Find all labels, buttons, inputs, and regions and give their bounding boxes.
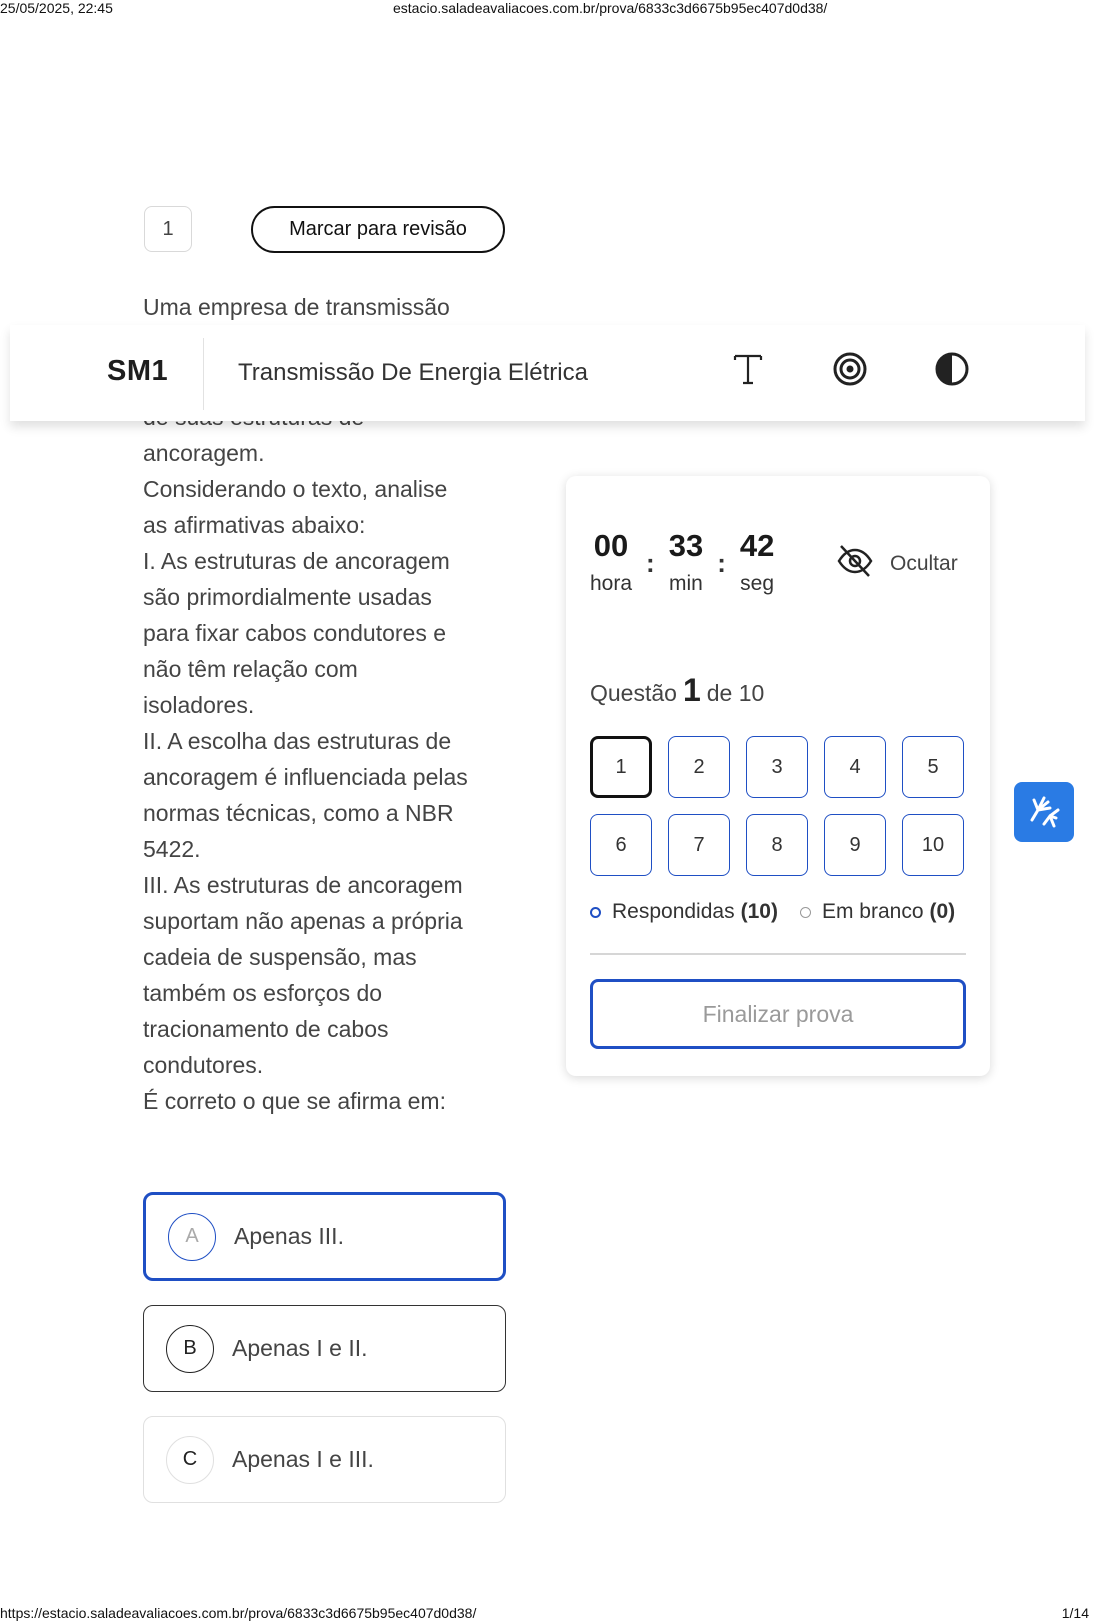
question-button-9[interactable]: 9 (824, 814, 886, 876)
footer-url: https://estacio.saladeavaliacoes.com.br/prova/6833c3d6675b95ec407d0d38/ (0, 1605, 477, 1621)
course-code: SM1 (107, 355, 169, 387)
option-text: Apenas III. (234, 1223, 344, 1249)
seconds-label: seg (740, 572, 775, 595)
question-line: ancoragem. (143, 440, 265, 466)
minutes-value: 33 (668, 528, 704, 563)
top-bar (10, 325, 1085, 421)
question-line: É correto o que se afirma em: (143, 1088, 446, 1114)
panel-divider (590, 953, 966, 955)
page-number: 1/14 (1061, 1605, 1089, 1621)
question-line: 5422. (143, 836, 201, 862)
option-letter: C (166, 1436, 214, 1484)
question-line: ancoragem é influenciada pelas (143, 764, 468, 790)
answered-count: (10) (740, 900, 778, 923)
option-letter: A (168, 1213, 216, 1261)
timer-colon: : (646, 548, 655, 578)
question-line: II. A escolha das estruturas de (143, 728, 452, 754)
question-button-1[interactable]: 1 (590, 736, 652, 798)
question-button-5[interactable]: 5 (902, 736, 964, 798)
hours-value: 00 (593, 528, 629, 563)
timer-seconds (740, 528, 774, 596)
question-line: Considerando o texto, analise (143, 476, 448, 502)
timer-colon: : (717, 548, 726, 578)
question-line: também os esforços do (143, 980, 383, 1006)
print-footer (0, 1605, 1094, 1623)
eye-off-icon (836, 544, 874, 583)
option-a[interactable] (143, 1192, 506, 1281)
answered-label: Respondidas (612, 900, 735, 923)
question-line: condutores. (143, 1052, 264, 1078)
mark-for-review-button[interactable]: Marcar para revisão (251, 206, 505, 253)
hide-timer-button[interactable] (836, 544, 958, 583)
question-line: suportam não apenas a própria (143, 908, 463, 934)
question-line: I. As estruturas de ancoragem (143, 548, 450, 574)
option-text: Apenas I e III. (232, 1446, 374, 1472)
minutes-label: min (669, 572, 703, 595)
question-line: normas técnicas, como a NBR (143, 800, 454, 826)
blank-dot-icon (800, 907, 811, 918)
question-line: são primordialmente usadas (143, 584, 432, 610)
course-title: Transmissão De Energia Elétrica (238, 359, 588, 386)
question-line: III. As estruturas de ancoragem (143, 872, 463, 898)
timer (590, 528, 774, 596)
font-size-icon[interactable] (726, 347, 770, 391)
answered-dot-icon (590, 907, 601, 918)
question-button-3[interactable]: 3 (746, 736, 808, 798)
exam-panel (566, 476, 990, 1076)
finish-exam-button[interactable]: Finalizar prova (590, 979, 966, 1049)
print-url: estacio.saladeavaliacoes.com.br/prova/6833c3d6675b95ec407d0d38/ (393, 0, 828, 16)
question-line: isoladores. (143, 692, 255, 718)
counter-current: 1 (682, 672, 701, 708)
print-date: 25/05/2025, 22:45 (0, 0, 113, 16)
question-button-7[interactable]: 7 (668, 814, 730, 876)
question-text-top: Uma empresa de transmissão (143, 294, 450, 320)
question-button-8[interactable]: 8 (746, 814, 808, 876)
question-line: as afirmativas abaixo: (143, 512, 366, 538)
timer-minutes (669, 528, 703, 596)
question-button-4[interactable]: 4 (824, 736, 886, 798)
question-line: não têm relação com (143, 656, 358, 682)
question-number: 1 (144, 206, 192, 252)
seconds-value: 42 (739, 528, 775, 563)
contrast-icon[interactable] (930, 347, 974, 391)
question-text-body (143, 399, 513, 1119)
option-c[interactable] (143, 1416, 506, 1503)
question-counter (590, 672, 764, 709)
topbar-divider (203, 338, 204, 410)
print-header (0, 0, 1094, 18)
option-b[interactable] (143, 1305, 506, 1392)
question-line: cadeia de suspensão, mas (143, 944, 417, 970)
sign-language-button[interactable] (1014, 782, 1074, 842)
hours-label: hora (590, 572, 633, 595)
question-button-2[interactable]: 2 (668, 736, 730, 798)
hide-label: Ocultar (890, 551, 958, 575)
timer-hours (590, 528, 632, 596)
target-icon[interactable] (828, 347, 872, 391)
option-letter: B (166, 1325, 214, 1373)
blank-label: Em branco (821, 900, 924, 923)
answer-legend (590, 900, 955, 924)
option-text: Apenas I e II. (232, 1335, 368, 1361)
question-button-10[interactable]: 10 (902, 814, 964, 876)
question-line: tracionamento de cabos (143, 1016, 389, 1042)
sign-language-icon (1024, 790, 1064, 835)
counter-suffix: de 10 (706, 680, 765, 706)
counter-prefix: Questão (590, 680, 677, 706)
blank-count: (0) (929, 900, 956, 923)
question-line: para fixar cabos condutores e (143, 620, 447, 646)
question-grid (590, 736, 964, 876)
question-button-6[interactable]: 6 (590, 814, 652, 876)
